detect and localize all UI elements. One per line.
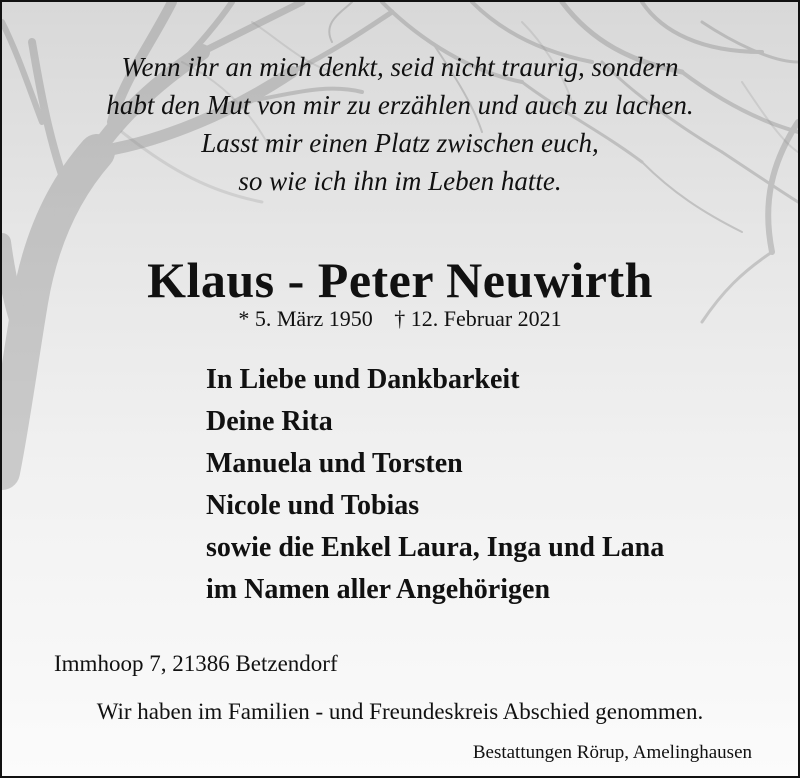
mourners-list (206, 359, 664, 611)
poem-line: habt den Mut von mir zu erzählen und auch zu lachen. (106, 90, 694, 120)
mourner-line: Manuela und Torsten (206, 448, 463, 479)
mourner-line: im Namen aller Angehörigen (206, 574, 551, 605)
mourner-line: Nicole und Tobias (206, 490, 420, 521)
deceased-name: Klaus - Peter Neuwirth (147, 252, 653, 308)
birth-date: * 5. März 1950 (238, 306, 373, 331)
poem (2, 48, 798, 200)
mourner-line: sowie die Enkel Laura, Inga und Lana (206, 532, 665, 563)
farewell-note: Wir haben im Familien - und Freundeskreis Abschied genommen. (96, 699, 704, 724)
poem-line: Lasst mir einen Platz zwischen euch, (201, 128, 599, 158)
family-address: Immhoop 7, 21386 Betzendorf (54, 651, 338, 676)
death-date: † 12. Februar 2021 (394, 306, 562, 331)
poem-line: Wenn ihr an mich denkt, seid nicht traurig, sondern (121, 52, 679, 82)
mourner-line: In Liebe und Dankbarkeit (206, 364, 520, 395)
undertaker-credit: Bestattungen Rörup, Amelinghausen (472, 742, 752, 763)
poem-line: so wie ich ihn im Leben hatte. (238, 166, 562, 196)
mourner-line: Deine Rita (206, 406, 333, 437)
life-dates (2, 306, 798, 332)
